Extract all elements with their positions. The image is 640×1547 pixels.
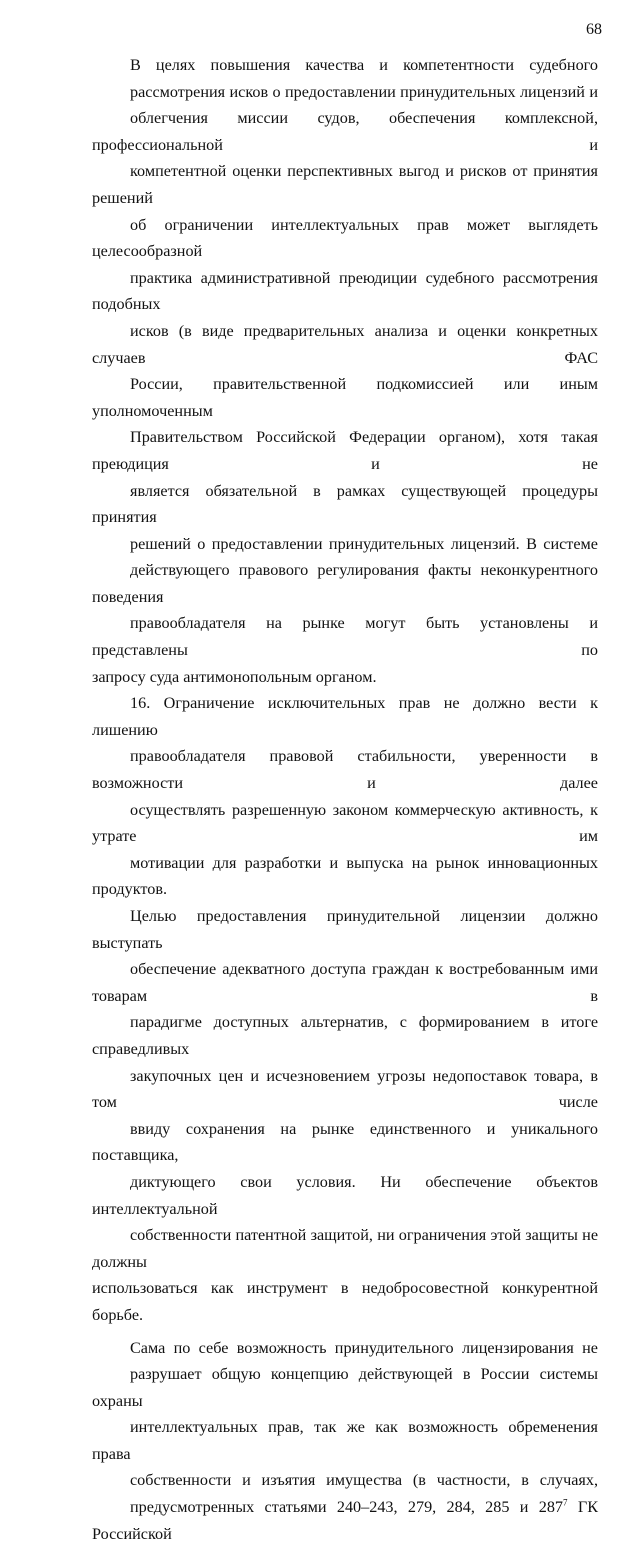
page-number: 68: [586, 20, 602, 40]
text-line: действующего правового регулирования факты неконкурентного поведения: [92, 557, 598, 610]
text-line: собственности патентной защитой, ни ограничения этой защиты не должны: [92, 1222, 598, 1275]
text-line: мотивации для разработки и выпуска на рынок инновационных продуктов.: [92, 850, 598, 903]
text-line: практика административной преюдиции судебного рассмотрения подобных: [92, 265, 598, 318]
text-line: использоваться как инструмент в недобросовестной конкурентной борьбе.: [92, 1275, 598, 1328]
body-text: [92, 52, 598, 1547]
text-line: является обязательной в рамках существующей процедуры принятия: [92, 478, 598, 531]
text-line: компетентной оценки перспективных выгод и рисков от принятия решений: [92, 158, 598, 211]
text-line: запросу суда антимонопольным органом.: [92, 664, 598, 691]
text-line: интеллектуальных прав, так же как возможность обременения права: [92, 1414, 598, 1467]
text-line: парадигме доступных альтернатив, с формированием в итоге справедливых: [92, 1009, 598, 1062]
text-line: правообладателя правовой стабильности, уверенности в возможности и далее: [92, 743, 598, 796]
text-line: 16. Ограничение исключительных прав не должно вести к лишению: [92, 690, 598, 743]
footnote-reference: 7: [563, 1498, 568, 1508]
text-line: разрушает общую концепцию действующей в России системы охраны: [92, 1361, 598, 1414]
text-line-tail: ГК Российской: [92, 1498, 598, 1543]
paragraph-2-last-line: [92, 1275, 598, 1328]
text-line: Целью предоставления принудительной лицензии должно выступать: [92, 903, 598, 956]
text-line: обеспечение адекватного доступа граждан к востребованным ими товарам в: [92, 956, 598, 1009]
text-line: России, правительственной подкомиссией или иным уполномоченным: [92, 371, 598, 424]
text-line: ввиду сохранения на рынке единственного и уникального поставщика,: [92, 1116, 598, 1169]
paragraph-1: [92, 52, 598, 664]
text-line: [92, 1494, 598, 1547]
text-line: Сама по себе возможность принудительного лицензирования не: [92, 1335, 598, 1362]
text-line: облегчения миссии судов, обеспечения комплексной, профессиональной и: [92, 105, 598, 158]
text-line: рассмотрения исков о предоставлении принудительных лицензий и: [92, 79, 598, 106]
text-line: закупочных цен и исчезновением угрозы недопоставок товара, в том числе: [92, 1063, 598, 1116]
paragraph-2: [92, 690, 598, 1275]
text-line: Правительством Российской Федерации органом), хотя такая преюдиция и не: [92, 424, 598, 477]
text-line-head: предусмотренных статьями 240–243, 279, 284, 285 и 287: [130, 1498, 563, 1516]
text-line: собственности и изъятия имущества (в частности, в случаях,: [92, 1467, 598, 1494]
text-line: исков (в виде предварительных анализа и оценки конкретных случаев ФАС: [92, 318, 598, 371]
text-line: осуществлять разрешенную законом коммерческую активность, к утрате им: [92, 797, 598, 850]
text-line: диктующего свои условия. Ни обеспечение объектов интеллектуальной: [92, 1169, 598, 1222]
paragraph-1-last-line: [92, 664, 598, 691]
paragraph-3: [92, 1335, 598, 1547]
text-line: правообладателя на рынке могут быть установлены и представлены по: [92, 610, 598, 663]
text-line: об ограничении интеллектуальных прав может выглядеть целесообразной: [92, 212, 598, 265]
text-line: решений о предоставлении принудительных лицензий. В системе: [92, 531, 598, 558]
text-line: В целях повышения качества и компетентности судебного: [92, 52, 598, 79]
